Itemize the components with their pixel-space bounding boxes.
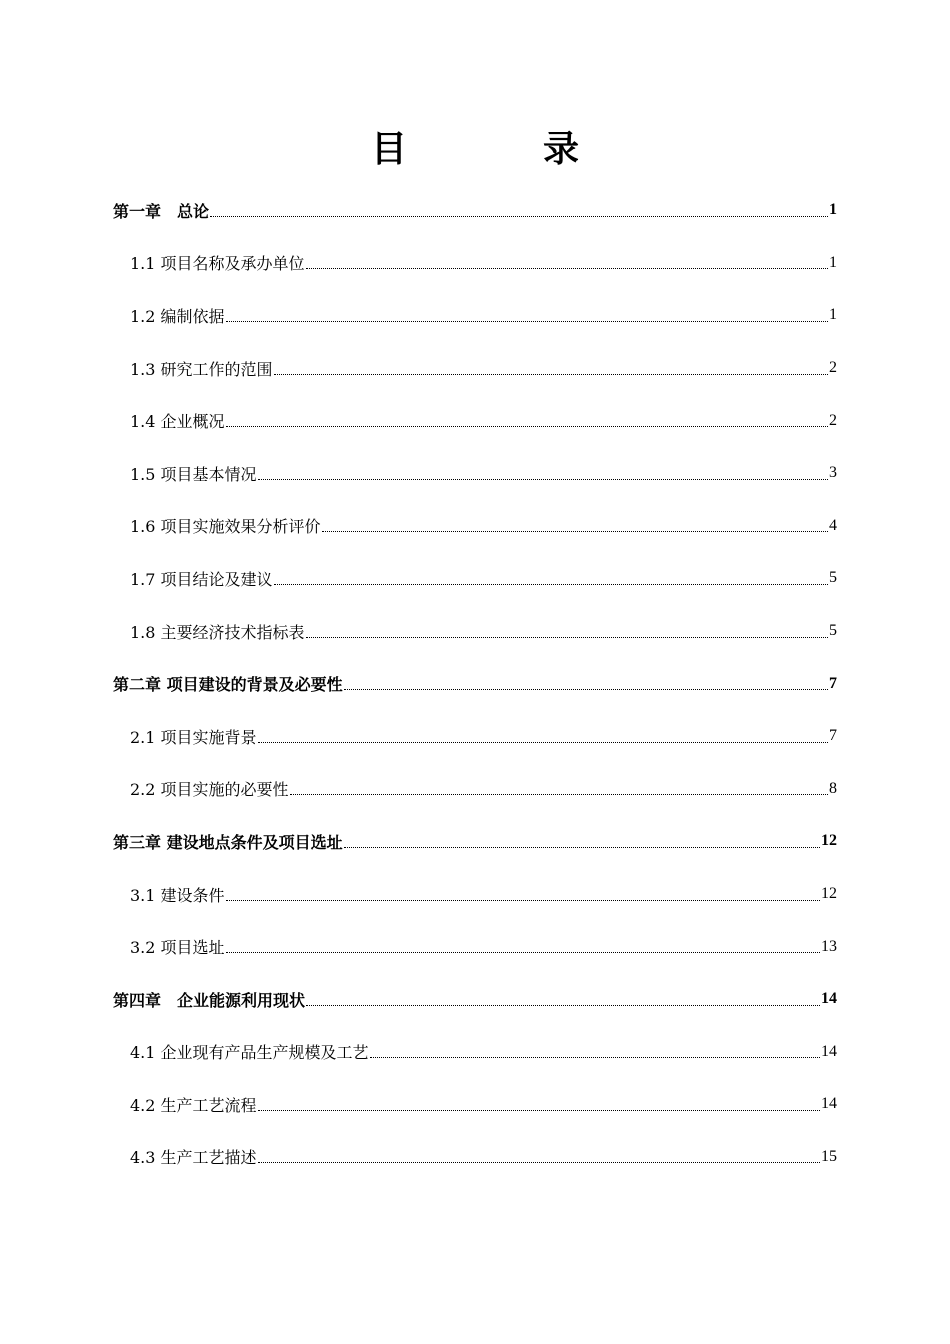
toc-page-number: 14 (821, 1095, 837, 1113)
dot-leader (306, 1005, 820, 1006)
toc-page-number: 12 (821, 832, 837, 850)
dot-leader (322, 531, 828, 532)
dot-leader (210, 216, 828, 217)
toc-page-number: 15 (821, 1147, 837, 1165)
toc-chapter-1[interactable] (113, 184, 837, 237)
dot-leader (258, 1162, 820, 1163)
toc-page-number: 1 (829, 201, 837, 219)
toc-section-3-2[interactable] (113, 920, 837, 973)
toc-section-3-1[interactable] (113, 868, 837, 921)
toc-label: 4.2 生产工艺流程 (130, 1095, 257, 1115)
dot-leader (258, 1110, 820, 1111)
toc-page-number: 7 (829, 727, 837, 745)
dot-leader (226, 426, 828, 427)
toc-page-number: 4 (829, 516, 837, 534)
toc-page-number: 13 (821, 937, 837, 955)
toc-label: 1.1 项目名称及承办单位 (130, 254, 305, 274)
toc-label: 2.1 项目实施背景 (130, 727, 257, 747)
toc-label: 第二章 项目建设的背景及必要性 (113, 675, 343, 695)
toc-section-2-2[interactable] (113, 763, 837, 816)
toc-page-number: 1 (829, 253, 837, 271)
dot-leader (344, 847, 820, 848)
toc-label: 1.2 编制依据 (130, 306, 225, 326)
toc-section-1-7[interactable] (113, 552, 837, 605)
dot-leader (258, 742, 828, 743)
toc-section-4-3[interactable] (113, 1131, 837, 1184)
dot-leader (344, 689, 828, 690)
toc-label: 4.3 生产工艺描述 (130, 1148, 257, 1168)
toc-page-number: 5 (829, 569, 837, 587)
toc-section-1-4[interactable] (113, 394, 837, 447)
toc-section-1-5[interactable] (113, 447, 837, 500)
dot-leader (306, 637, 828, 638)
toc-section-1-8[interactable] (113, 605, 837, 658)
toc-label: 3.2 项目选址 (130, 938, 225, 958)
toc-label: 第四章 企业能源利用现状 (113, 990, 306, 1010)
dot-leader (306, 268, 828, 269)
toc-section-1-2[interactable] (113, 289, 837, 342)
toc-page-number: 14 (821, 1042, 837, 1060)
toc-label: 第一章 总论 (113, 201, 210, 221)
toc-label: 3.1 建设条件 (130, 885, 225, 905)
toc-section-4-2[interactable] (113, 1078, 837, 1131)
toc-label: 1.8 主要经济技术指标表 (130, 622, 305, 642)
toc-page-number: 8 (829, 779, 837, 797)
dot-leader (226, 900, 820, 901)
toc-section-4-1[interactable] (113, 1026, 837, 1079)
toc-page-number: 3 (829, 464, 837, 482)
toc-label: 1.5 项目基本情况 (130, 464, 257, 484)
toc-page-number: 1 (829, 306, 837, 324)
dot-leader (226, 321, 828, 322)
page-title: 目 录 (370, 129, 629, 170)
toc-label: 4.1 企业现有产品生产规模及工艺 (130, 1043, 369, 1063)
toc-label: 1.3 研究工作的范围 (130, 359, 273, 379)
dot-leader (274, 584, 828, 585)
toc-page-number: 5 (829, 622, 837, 640)
toc-page-number: 12 (821, 885, 837, 903)
dot-leader (274, 374, 828, 375)
toc-section-1-3[interactable] (113, 342, 837, 395)
toc-chapter-2[interactable] (113, 657, 837, 710)
toc-label: 1.4 企业概况 (130, 412, 225, 432)
toc-page-number: 2 (829, 411, 837, 429)
toc-page-number: 2 (829, 359, 837, 377)
toc-label: 2.2 项目实施的必要性 (130, 780, 289, 800)
toc-page-number: 14 (821, 990, 837, 1008)
toc-label: 第三章 建设地点条件及项目选址 (113, 832, 343, 852)
toc-section-1-6[interactable] (113, 500, 837, 553)
toc-label: 1.7 项目结论及建议 (130, 569, 273, 589)
table-of-contents (113, 184, 837, 1183)
toc-chapter-3[interactable] (113, 815, 837, 868)
dot-leader (290, 794, 828, 795)
toc-label: 1.6 项目实施效果分析评价 (130, 517, 321, 537)
toc-section-1-1[interactable] (113, 237, 837, 290)
toc-section-2-1[interactable] (113, 710, 837, 763)
dot-leader (370, 1057, 820, 1058)
toc-page-number: 7 (829, 674, 837, 692)
dot-leader (258, 479, 828, 480)
dot-leader (226, 952, 820, 953)
toc-chapter-4[interactable] (113, 973, 837, 1026)
